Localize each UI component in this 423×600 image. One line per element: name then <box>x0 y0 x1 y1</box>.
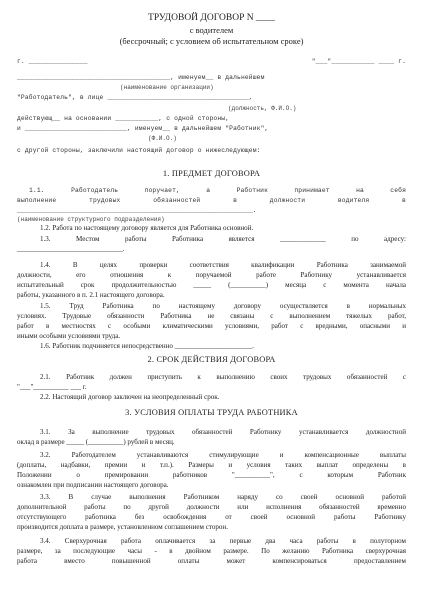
representative-note: (должность, Ф.И.О.) <box>228 105 297 112</box>
clause-3-1-line-2: оклад в размере _____ (__________) рублей в месяц. <box>17 438 175 446</box>
document-title: ТРУДОВОЙ ДОГОВОР N ____ <box>148 13 275 23</box>
clause-3-2-line-2: (доплаты, надбавки, премии и т.п.). Размеры и условия таких выплат определены в <box>17 461 406 469</box>
clause-3-4-line-3: работа вместо повышенной оплаты может компенсироваться предоставлением <box>17 557 406 565</box>
date-field: "___"___________ ____ г. <box>311 58 406 65</box>
document-subtitle: с водителем <box>189 25 234 35</box>
employer-name-line: _______________________________________, именуем__ в дальнейшем <box>17 74 265 81</box>
clause-1-6: 1.6. Работник подчиняется непосредственно ______________________. <box>40 342 254 350</box>
clause-1-4-line-3: испытательный срок продолжительностью _____ (__________) месяца с момента начала <box>17 281 406 289</box>
clause-1-4-line-2: должности, его отношения к поручаемой работе Работнику устанавливается <box>17 271 406 279</box>
clause-3-4-line-1: 3.4. Сверхурочная работа оплачивается за первые два часа работы в полуторном <box>40 537 406 545</box>
clause-1-5-line-4: иными особыми условиями труда. <box>17 332 121 340</box>
clause-1-3-line-2: ______________________________. <box>17 245 125 253</box>
clause-2-2: 2.2. Настоящий договор заключен на неопределенный срок. <box>40 393 220 401</box>
document-subtitle-condition: (бессрочный; с условием об испытательном сроке) <box>119 36 304 46</box>
clause-1-5-line-2: условиях. Трудовые обязанности Работника не связаны с выполнением тяжелых работ, <box>17 312 406 320</box>
department-note: (наименование структурного подразделения) <box>17 216 165 223</box>
clause-1-2: 1.2. Работа по настоящему договору является для Работника основной. <box>40 224 254 232</box>
clause-3-2-line-4: ознакомлен при подписании настоящего договора. <box>17 481 169 489</box>
employee-name-line: и __________________________, именуем__ в дальнейшем "Работник", <box>17 125 269 132</box>
employer-name-note: (наименование организации) <box>120 84 214 91</box>
clause-1-4-line-1: 1.4. В целях проверки соответствия квалификации Работника занимаемой <box>40 261 406 269</box>
clause-3-4-line-2: размере, за последующие часы - в двойном размере. По желанию Работника сверхурочная <box>17 547 406 555</box>
employee-name-note: (Ф.И.О.) <box>148 135 177 142</box>
clause-3-2-line-3: Положении о премировании работников "__________", с которым Работник <box>17 471 406 479</box>
clause-2-1-line-1: 2.1. Работник должен приступить к выполнению своих трудовых обязанностей с <box>40 373 406 381</box>
clause-1-1-line-1: 1.1. Работодатель поручает, а Работник принимает на себя <box>29 187 406 194</box>
clause-3-2-line-1: 3.2. Работодателем устанавливаются стимулирующие и компенсационные выплаты <box>40 451 406 459</box>
clause-3-3-line-4: производится доплата в размере, установленном соглашением сторон. <box>17 523 228 531</box>
city-field: г. _______________ <box>17 58 88 65</box>
clause-1-3-line-1: 1.3. Местом работы Работника является _____________ по адресу: <box>40 235 406 243</box>
section-1-heading: 1. ПРЕДМЕТ ДОГОВОРА <box>162 169 261 178</box>
section-3-heading: 3. УСЛОВИЯ ОПЛАТЫ ТРУДА РАБОТНИКА <box>125 408 298 417</box>
clause-1-1-line-3: ____________________________________________________________. <box>17 207 257 214</box>
preamble-closing-line: с другой стороны, заключили настоящий договор о нижеследующем: <box>17 147 261 154</box>
section-2-heading: 2. СРОК ДЕЙСТВИЯ ДОГОВОРА <box>147 355 276 364</box>
employer-representative-line: "Работодатель", в лице ____________________________________, <box>17 94 253 101</box>
basis-line: действующ__ на основании ___________, с одной стороны, <box>17 115 230 122</box>
clause-1-5-line-1: 1.5. Труд Работника по настоящему договору осуществляется в нормальных <box>40 302 406 310</box>
clause-3-3-line-2: дополнительной работы по другой должности или исполнения обязанностей временно <box>17 503 406 511</box>
clause-3-1-line-1: 3.1. За выполнение трудовых обязанностей Работнику устанавливается должностной <box>40 428 406 436</box>
clause-1-4-line-4: работы, указанного в п. 2.1 настоящего договора. <box>17 291 165 299</box>
clause-3-3-line-1: 3.3. В случае выполнения Работником наряду со своей основной работой <box>40 493 406 501</box>
clause-1-1-line-2: выполнение трудовых обязанностей в должности водителя в <box>17 197 406 204</box>
clause-3-3-line-3: отсутствующего работника без освобождения от своей основной работы Работнику <box>17 513 406 521</box>
clause-1-5-line-3: работ в местностях с особыми климатическими условиями, работ с вредными, опасными и <box>17 322 406 330</box>
clause-2-1-line-2: "___"__________ ___ г. <box>17 383 87 391</box>
